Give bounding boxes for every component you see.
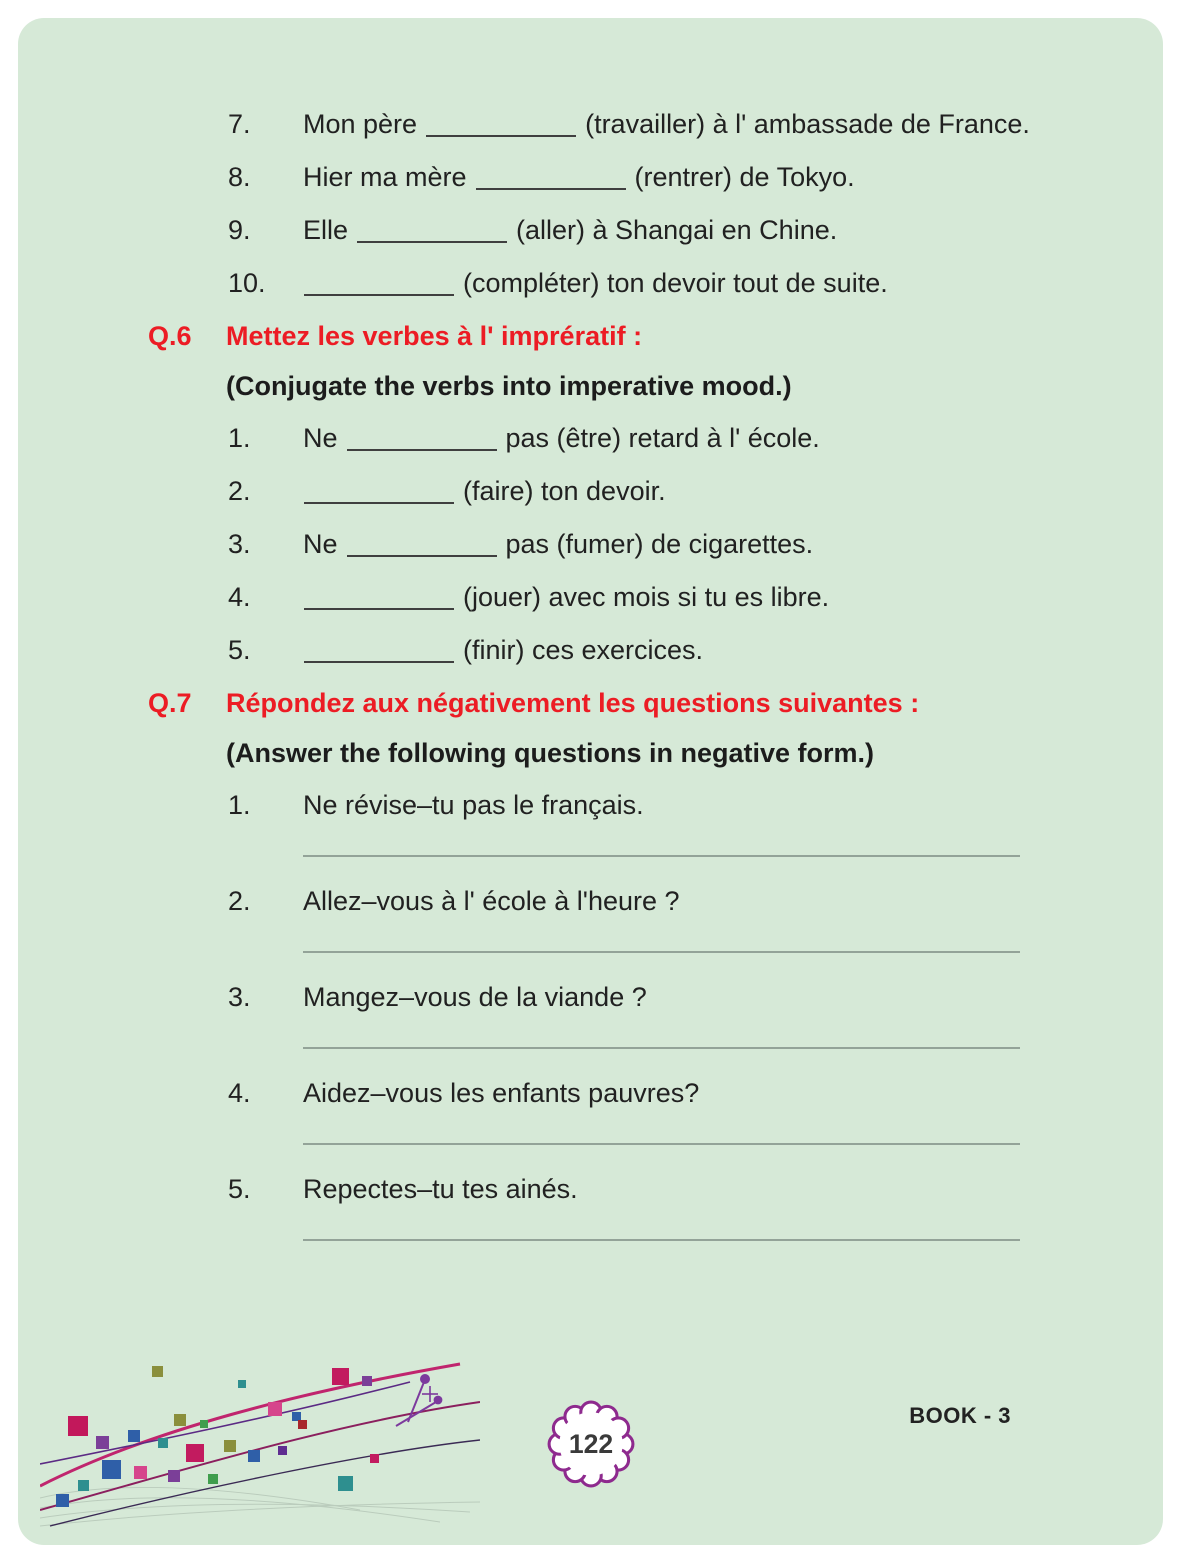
exercise-item: [228, 577, 1045, 617]
page-sheet: [18, 18, 1163, 1545]
question-title: Mettez les verbes à l' imprératif :: [226, 321, 643, 351]
item-pre-text: Ne: [303, 529, 338, 559]
answer-line: [303, 1143, 1020, 1145]
exercise-item: [228, 977, 1045, 1017]
item-post-text: pas (fumer) de cigarettes.: [505, 529, 814, 559]
q7-items: [228, 785, 1045, 1241]
item-number: 3.: [228, 982, 251, 1012]
fill-in-blank: [476, 188, 626, 190]
item-text: [303, 157, 1045, 197]
item-number: 10.: [228, 268, 266, 298]
question-heading-q6: [148, 316, 1045, 356]
item-number: 1.: [228, 790, 251, 820]
item-text: Aidez–vous les enfants pauvres?: [303, 1078, 700, 1108]
exercise-item: [228, 524, 1045, 564]
item-text: [303, 104, 1045, 144]
exercise-item: [228, 104, 1045, 144]
question-title: Répondez aux négativement les questions suivantes :: [226, 688, 920, 718]
item-text: Allez–vous à l' école à l'heure ?: [303, 886, 680, 916]
exercise-item: [228, 785, 1045, 825]
item-post-text: pas (être) retard à l' école.: [505, 423, 820, 453]
item-post-text: (jouer) avec mois si tu es libre.: [463, 582, 830, 612]
exercise-item: [228, 210, 1045, 250]
item-post-text: (aller) à Shangai en Chine.: [516, 215, 838, 245]
answer-line: [303, 855, 1020, 857]
item-post-text: (rentrer) de Tokyo.: [634, 162, 855, 192]
pin-icon: [396, 1375, 441, 1426]
item-text: [303, 263, 1045, 303]
fill-in-blank: [304, 294, 454, 296]
item-pre-text: Elle: [303, 215, 349, 245]
fill-in-blank: [426, 135, 576, 137]
decorative-artwork: [40, 1360, 480, 1533]
fill-in-blank: [347, 555, 497, 557]
exercise-item: [228, 418, 1045, 458]
fill-in-blank: [304, 502, 454, 504]
answer-line: [303, 1047, 1020, 1049]
item-text: Mangez–vous de la viande ?: [303, 982, 647, 1012]
item-number: 2.: [228, 886, 251, 916]
question-block: [228, 785, 1045, 857]
question-block: [228, 1169, 1045, 1241]
exercise-item: [228, 630, 1045, 670]
book-label: BOOK - 3: [909, 1403, 1011, 1428]
question-subtitle: (Conjugate the verbs into imperative mood.): [226, 371, 792, 401]
item-post-text: (compléter) ton devoir tout de suite.: [463, 268, 888, 298]
item-text: [303, 630, 1045, 670]
exercise-item: [228, 1169, 1045, 1209]
question-block: [228, 1073, 1045, 1145]
exercise-continuation: [228, 104, 1045, 303]
exercise-item: [228, 881, 1045, 921]
q6-items: [228, 418, 1045, 670]
question-subtitle: (Answer the following questions in negative form.): [226, 738, 875, 768]
fill-in-blank: [347, 449, 497, 451]
item-number: 8.: [228, 162, 251, 192]
item-number: 4.: [228, 1078, 251, 1108]
item-number: 5.: [228, 635, 251, 665]
item-pre-text: Mon père: [303, 109, 418, 139]
item-number: 4.: [228, 582, 251, 612]
item-number: 5.: [228, 1174, 251, 1204]
item-number: 2.: [228, 476, 251, 506]
item-number: 9.: [228, 215, 251, 245]
item-text: [303, 471, 1045, 511]
exercise-item: [228, 471, 1045, 511]
item-pre-text: Hier ma mère: [303, 162, 467, 192]
answer-line: [303, 1239, 1020, 1241]
page-number-badge: [545, 1398, 637, 1495]
question-label: Q.6: [148, 321, 192, 351]
question-heading-q7: [148, 683, 1045, 723]
question-block: [228, 977, 1045, 1049]
item-text: [303, 524, 1045, 564]
question-label: Q.7: [148, 688, 192, 718]
item-post-text: (travailler) à l' ambassade de France.: [585, 109, 1030, 139]
item-number: 7.: [228, 109, 251, 139]
item-post-text: (faire) ton devoir.: [463, 476, 666, 506]
item-text: Repectes–tu tes ainés.: [303, 1174, 578, 1204]
answer-line: [303, 951, 1020, 953]
item-text: [303, 418, 1045, 458]
question-block: [228, 881, 1045, 953]
item-text: Ne révise–tu pas le français.: [303, 790, 644, 820]
item-number: 1.: [228, 423, 251, 453]
item-number: 3.: [228, 529, 251, 559]
fill-in-blank: [357, 241, 507, 243]
fill-in-blank: [304, 661, 454, 663]
exercise-item: [228, 1073, 1045, 1113]
page-content: [18, 18, 1163, 1241]
item-post-text: (finir) ces exercices.: [463, 635, 704, 665]
fill-in-blank: [304, 608, 454, 610]
exercise-item: [228, 157, 1045, 197]
item-text: [303, 210, 1045, 250]
item-text: [303, 577, 1045, 617]
page-number: 122: [568, 1429, 613, 1460]
exercise-item: [228, 263, 1045, 303]
item-pre-text: Ne: [303, 423, 338, 453]
